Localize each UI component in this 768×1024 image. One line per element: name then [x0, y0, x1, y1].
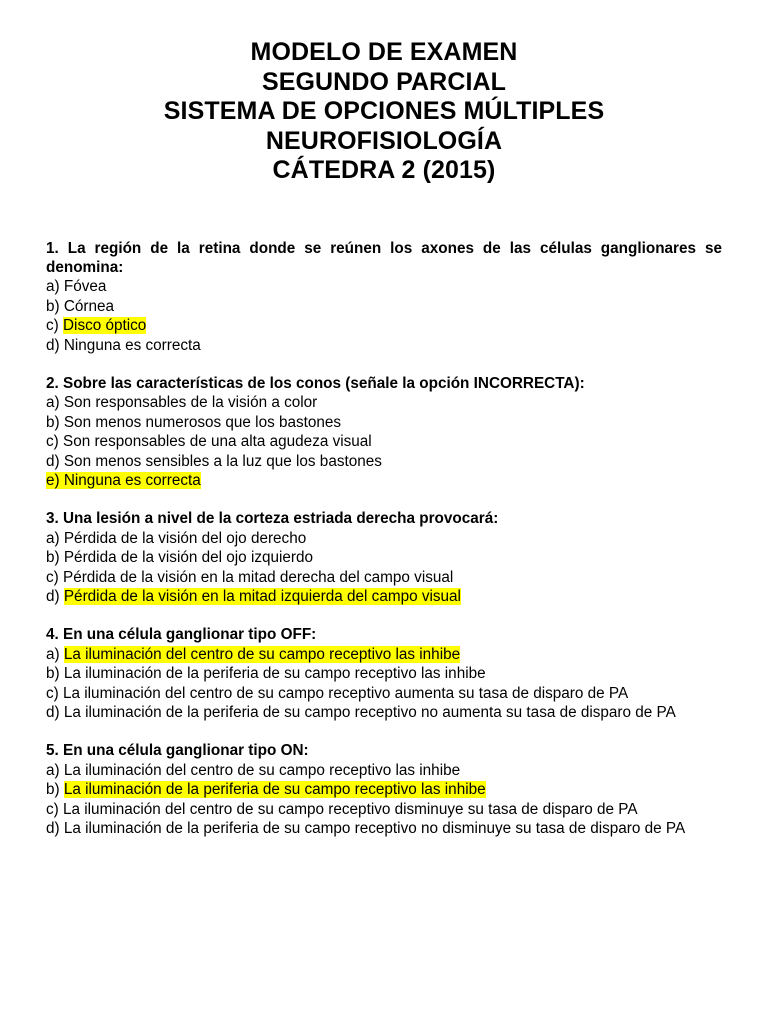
answer-option[interactable]	[46, 529, 722, 548]
option-text: La iluminación de la periferia de su campo receptivo las inhibe	[63, 665, 486, 683]
question-block	[46, 509, 722, 606]
answer-option[interactable]	[46, 452, 722, 471]
option-text: La iluminación del centro de su campo receptivo aumenta su tasa de disparo de PA	[63, 684, 629, 702]
option-text: Son responsables de la visión a color	[63, 394, 318, 412]
answer-option[interactable]	[46, 800, 722, 819]
option-letter: a)	[46, 761, 64, 779]
option-letter: e)	[46, 471, 64, 489]
option-text: Pérdida de la visión del ojo izquierdo	[63, 549, 314, 567]
option-letter: b)	[46, 549, 64, 567]
question-stem: 1. La región de la retina donde se reúnen los axones de las células ganglionares se denomina:	[46, 239, 722, 276]
option-letter: d)	[46, 820, 64, 838]
answer-option[interactable]	[46, 587, 722, 606]
title-line-5: CÁTEDRA 2 (2015)	[272, 156, 496, 184]
question-stem: 3. Una lesión a nivel de la corteza estriada derecha provocará:	[46, 510, 499, 528]
option-letter: b)	[46, 297, 64, 315]
option-letter: a)	[46, 278, 64, 296]
title-line-1: MODELO DE EXAMEN	[250, 38, 518, 66]
question-stem: 5. En una célula ganglionar tipo ON:	[46, 742, 309, 760]
highlighted-answer: Pérdida de la visión en la mitad izquierda del campo visual	[63, 588, 461, 605]
option-text: La iluminación de la periferia de su campo receptivo no aumenta su tasa de disparo de PA	[63, 704, 676, 722]
option-letter: c)	[46, 433, 63, 451]
answer-option[interactable]	[46, 297, 722, 316]
question-stem: 4. En una célula ganglionar tipo OFF:	[46, 626, 317, 644]
option-text: La iluminación del centro de su campo receptivo disminuye su tasa de disparo de PA	[63, 800, 638, 818]
answer-option[interactable]	[46, 548, 722, 567]
option-letter: c)	[46, 800, 63, 818]
option-letter: d)	[46, 452, 64, 470]
option-letter: a)	[46, 529, 64, 547]
question-block	[46, 239, 722, 355]
option-text: Son menos sensibles a la luz que los bastones	[63, 452, 382, 470]
question-stem: 2. Sobre las características de los conos (señale la opción INCORRECTA):	[46, 374, 585, 392]
option-text: Pérdida de la visión en la mitad derecha del campo visual	[63, 568, 454, 586]
option-letter: d)	[46, 336, 64, 354]
answer-option[interactable]	[46, 819, 722, 838]
question-block	[46, 374, 722, 490]
option-letter: c)	[46, 684, 63, 702]
title-line-3: SISTEMA DE OPCIONES MÚLTIPLES	[163, 97, 605, 125]
answer-option[interactable]	[46, 413, 722, 432]
answer-option[interactable]	[46, 645, 722, 664]
title-line-2: SEGUNDO PARCIAL	[261, 67, 507, 96]
option-text: Córnea	[63, 297, 115, 315]
answer-option[interactable]	[46, 780, 722, 799]
answer-option[interactable]	[46, 761, 722, 780]
option-text: La iluminación del centro de su campo receptivo las inhibe	[63, 761, 461, 779]
question-block	[46, 625, 722, 722]
highlighted-answer: La iluminación de la periferia de su campo receptivo las inhibe	[63, 781, 486, 799]
answer-option[interactable]	[46, 471, 722, 490]
question-block	[46, 741, 722, 838]
option-letter: c)	[46, 568, 63, 586]
document-title	[46, 38, 722, 186]
option-text: Pérdida de la visión del ojo derecho	[63, 529, 307, 547]
option-text: Ninguna es correcta	[63, 471, 201, 489]
option-letter: a)	[46, 645, 64, 663]
answer-option[interactable]	[46, 277, 722, 296]
highlighted-answer: Disco óptico	[63, 317, 147, 335]
option-letter: d)	[46, 704, 64, 722]
option-letter: b)	[46, 781, 64, 799]
highlighted-answer: La iluminación del centro de su campo receptivo las inhibe	[63, 645, 461, 663]
option-text: Son menos numerosos que los bastones	[63, 413, 342, 431]
option-letter: b)	[46, 665, 64, 683]
answer-option[interactable]	[46, 703, 722, 722]
option-text: Fóvea	[63, 278, 107, 296]
option-text: La iluminación de la periferia de su campo receptivo no disminuye su tasa de disparo de PA	[63, 820, 686, 838]
answer-option[interactable]	[46, 316, 722, 335]
option-letter: a)	[46, 394, 64, 412]
exam-questions-list	[46, 239, 722, 839]
answer-option[interactable]	[46, 336, 722, 355]
answer-option[interactable]	[46, 432, 722, 451]
highlighted-answer	[46, 472, 201, 489]
option-text: Ninguna es correcta	[63, 336, 201, 354]
title-line-4: NEUROFISIOLOGÍA	[265, 126, 503, 155]
answer-option[interactable]	[46, 664, 722, 683]
option-letter: d)	[46, 588, 64, 605]
option-letter: b)	[46, 413, 64, 431]
option-letter: c)	[46, 317, 63, 335]
option-text: Son responsables de una alta agudeza visual	[63, 433, 372, 451]
answer-option[interactable]	[46, 684, 722, 703]
answer-option[interactable]	[46, 393, 722, 412]
answer-option[interactable]	[46, 568, 722, 587]
